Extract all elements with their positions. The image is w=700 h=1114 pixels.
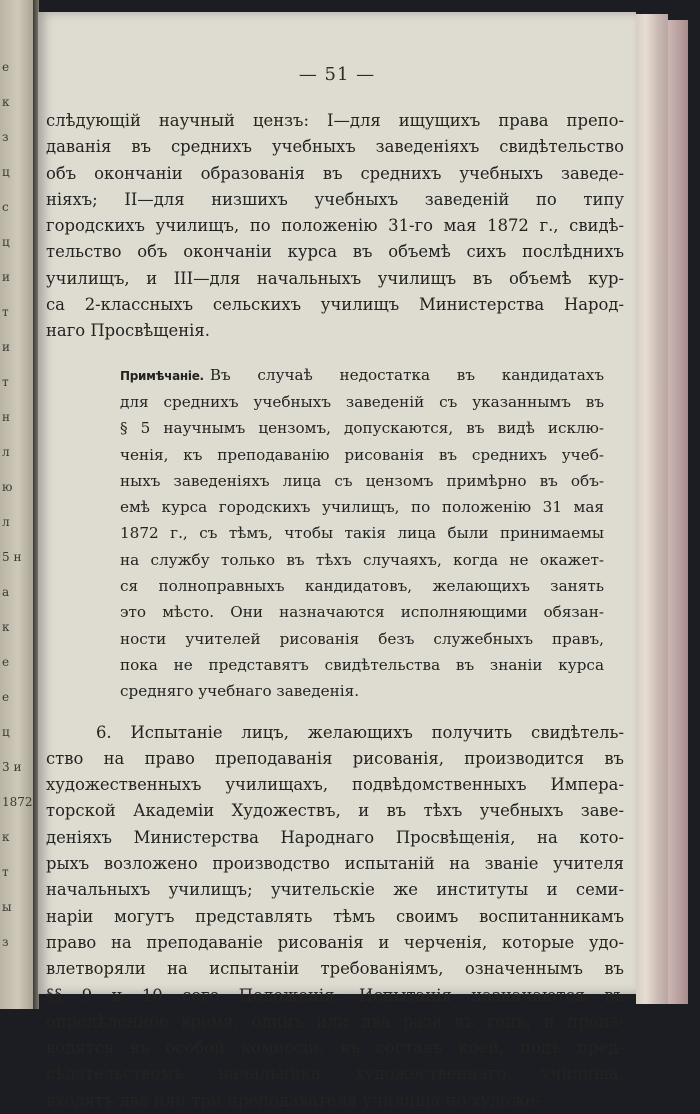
left-page-fragment: 5 н [2,550,22,564]
text-line: для среднихъ учебныхъ заведеній съ указаннымъ въ [120,392,604,411]
left-page-fragment: а [2,585,10,599]
left-page-fragment: ц [2,235,10,249]
text-line: начальныхъ училищъ; учительскіе же институты и семи- [46,880,624,900]
left-page-fragment: к [2,830,10,844]
text-line: ности учителей рисованія безъ служебныхъ правъ, [120,629,604,648]
left-page-fragment: л [2,515,10,529]
text-line: рыхъ возложено производство испытаній на званіе учителя [46,854,624,874]
text-line: училищъ, и III—для начальныхъ училищъ въ объемѣ кур- [46,268,624,288]
note-block [120,362,604,705]
left-page-fragment: ю [2,480,13,494]
text-line: это мѣсто. Они назначаются исполняющими обязан- [120,603,604,622]
text-line: 1872 г., съ тѣмъ, чтобы такія лица были принимаемы [120,524,604,543]
text-line: слѣдующій научный цензъ: I—для ищущихъ права препо- [46,111,624,130]
text-line: художественныхъ училищахъ, подвѣдомственныхъ Импера- [46,775,624,795]
text-line: торской Академіи Художествъ, и въ тѣхъ учебныхъ заве- [46,801,624,821]
note-heading: Примѣчаніе. [120,368,204,383]
text-line: пока не представятъ свидѣтельства въ знаніи курса [120,655,604,674]
text-line: сѣдательствомъ начальника художественнаго училища, [46,1064,624,1084]
text-line: городскихъ училищъ, по положенію 31-го мая 1872 г., свидѣ- [46,216,624,236]
text-line: ство на право преподаванія рисованія, производится въ [46,748,624,768]
left-page-fragment: т [2,375,9,389]
left-page-fragment: н [2,410,10,424]
text-line: наріи могутъ представлять тѣмъ своимъ воспитанникамъ [46,906,624,926]
page-text [46,108,624,1114]
text-line: § 5 научнымъ цензомъ, допускаются, въ видѣ исклю- [120,419,604,438]
left-page-fragment: л [2,445,10,459]
left-page-fragment: е [2,60,10,74]
left-page-fragment: з [2,935,9,949]
text-line: объ окончаніи образованія въ среднихъ учебныхъ заведе- [46,163,624,183]
text-line: са 2-классныхъ сельскихъ училищъ Министерства Народ- [46,295,624,315]
left-page-fragment: к [2,95,10,109]
paragraph-6 [46,720,624,1114]
left-page-fragment: ц [2,165,10,179]
left-page-fragment: т [2,305,9,319]
book-cover-edge [668,20,688,1004]
text-line: опредѣленное время, одинъ или два раза въ годъ, и произ- [46,1011,624,1031]
text-line: ченія, къ преподаванію рисованія въ среднихъ учеб- [120,445,604,464]
text-line: §§ 9 и 10 сего Положенія. Испытанія назначаются въ [46,985,624,1005]
left-page-fragment: с [2,200,9,214]
text-line: наго Просвѣщенія. [46,321,210,341]
left-page-fragment: е [2,655,10,669]
note-lines [120,389,604,705]
left-page-fragment: ц [2,725,10,739]
text-line: ніяхъ; II—для низшихъ учебныхъ заведеній по типу [46,189,624,209]
text-line: ся полноправныхъ кандидатовъ, желающихъ занять [120,577,604,596]
left-page-fragment: 3 и [2,760,22,774]
left-page-edge [0,0,33,1009]
text-line: 6. Испытаніе лицъ, желающихъ получить свидѣтель- [96,722,624,742]
paragraph-1 [46,108,624,345]
page-number: — 51 — [298,64,376,85]
note-first-line-text: Въ случаѣ недостатка въ кандидатахъ [209,365,604,384]
page-stack-edge [636,14,668,1004]
left-page-fragment: е [2,690,10,704]
text-line: входятъ два или три преподавателя училища по художе- [46,1090,541,1110]
text-line: тельство объ окончаніи курса въ объемѣ сихъ послѣднихъ [46,242,624,262]
text-line: влетворяли на испытаніи требованіямъ, означеннымъ въ [46,959,624,979]
text-line: водятся въ особой комиссіи, въ составъ коей, подъ пред- [46,1038,624,1058]
left-page-fragment: 1872 [2,795,33,809]
left-page-fragment: и [2,270,10,284]
text-line: ныхъ заведеніяхъ лица съ цензомъ примѣрно въ объ- [120,471,604,490]
left-page-fragment: к [2,620,10,634]
text-line: на службу только въ тѣхъ случаяхъ, когда не окажет- [120,550,604,569]
note-first-line [120,362,604,389]
left-page-fragment: и [2,340,10,354]
text-line: средняго учебнаго заведенія. [120,682,360,701]
text-line: деніяхъ Министерства Народнаго Просвѣщенія, на кото- [46,827,624,847]
text-line: право на преподаваніе рисованія и черченія, которые удо- [46,932,624,952]
text-line: емѣ курса городскихъ училищъ, по положенію 31 мая [120,498,604,517]
left-page-fragment: т [2,865,9,879]
left-page-fragment: ы [2,900,12,914]
text-line: даванія въ среднихъ учебныхъ заведеніяхъ свидѣтельство [46,137,624,157]
left-page-fragment: з [2,130,9,144]
book-page [38,12,636,1110]
